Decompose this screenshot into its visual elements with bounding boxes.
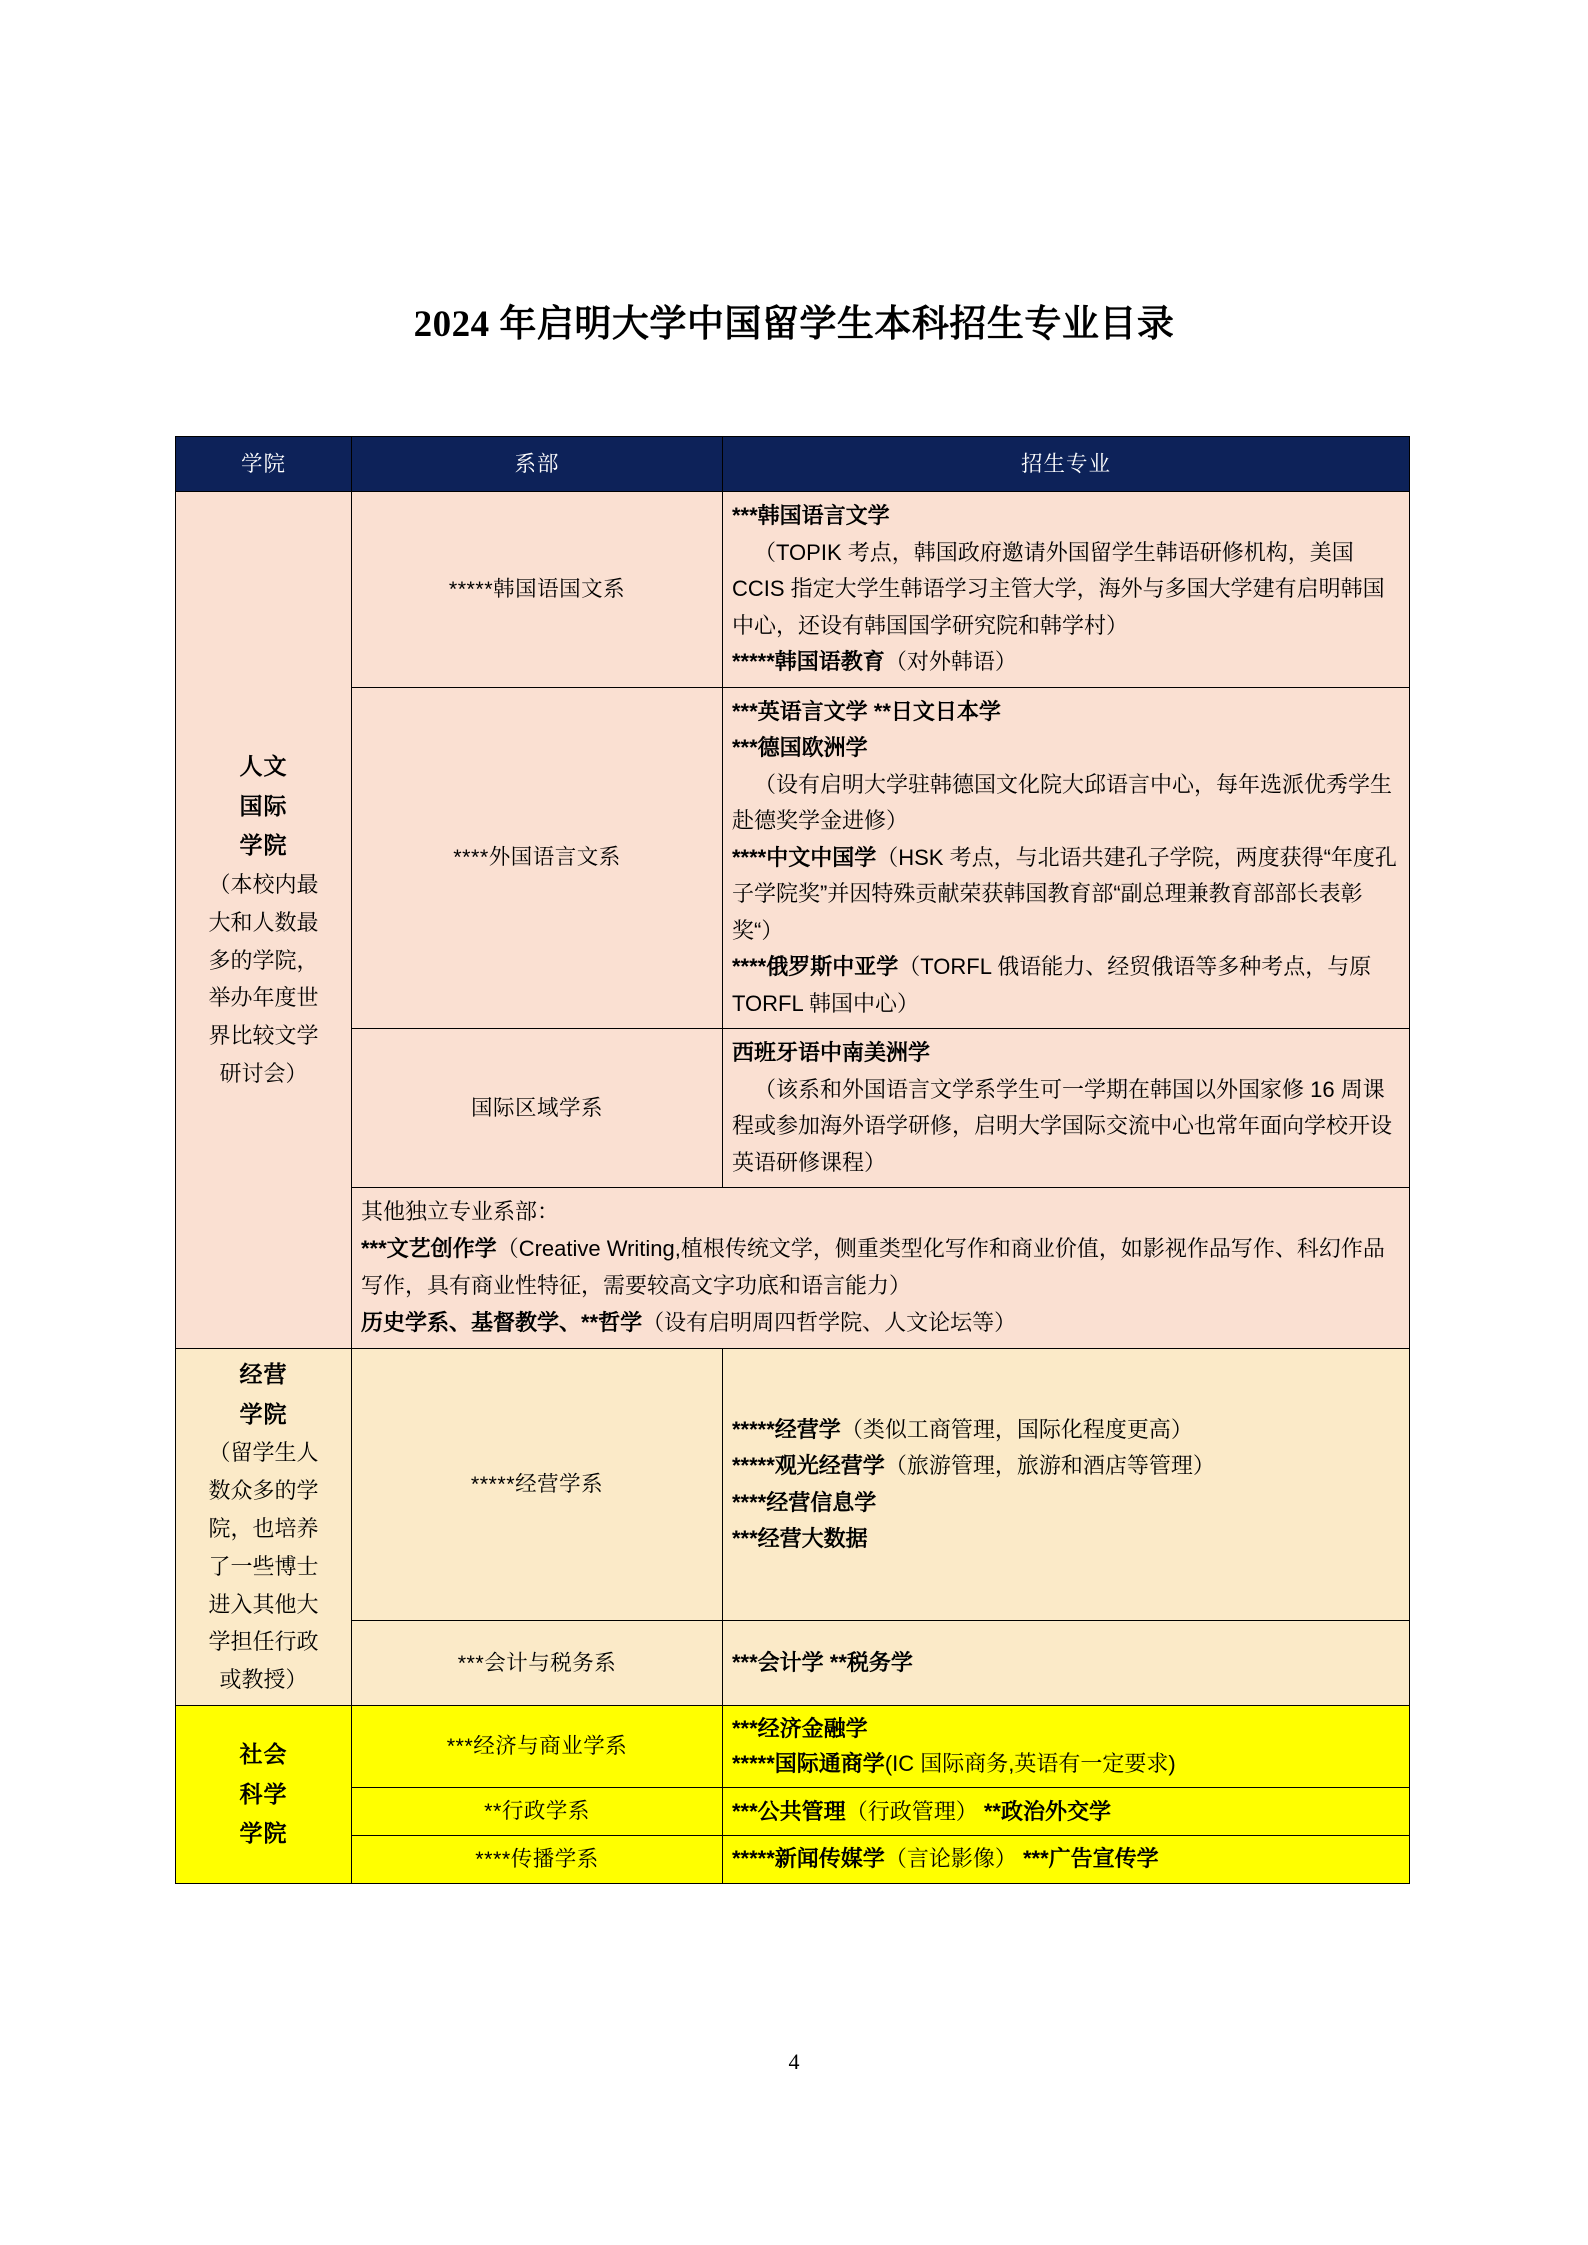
department-cell: 国际区域学系	[352, 1029, 723, 1188]
major-name: ***广告宣传学	[1016, 1846, 1159, 1872]
major-name: ***文艺创作学	[361, 1236, 497, 1262]
major-name: **政治外交学	[977, 1798, 1111, 1824]
major-line	[361, 1231, 1400, 1305]
major-line	[732, 1412, 1400, 1449]
additional-departments-cell	[352, 1188, 1410, 1349]
college-note-line: 进入其他大	[208, 1591, 319, 1617]
major-cell	[723, 1705, 1410, 1788]
major-line	[732, 1712, 1400, 1747]
major-note: （类似工商管理，国际化程度更高）	[840, 1416, 1193, 1442]
major-line	[732, 694, 1400, 731]
major-note: （TOPIK 考点，韩国政府邀请外国留学生韩语研修机构，美国 CCIS 指定大学生韩语学习主管大学，海外与多国大学建有启明韩国中心，还设有韩国国学研究院和韩学村）	[732, 539, 1385, 638]
college-name-line: 学院	[239, 1820, 288, 1847]
college-note-line: 研讨会）	[219, 1061, 308, 1087]
college-note-line: 了一些博士	[208, 1553, 319, 1579]
major-name: *****观光经营学	[732, 1453, 885, 1479]
major-line	[732, 730, 1400, 767]
major-line	[361, 1194, 1400, 1231]
college-note-line: 举办年度世	[208, 985, 319, 1011]
table-row	[176, 1705, 1410, 1788]
college-name-line: 社会	[239, 1741, 288, 1768]
college-note-line: 多的学院，	[208, 947, 319, 973]
table-row	[176, 1349, 1410, 1621]
major-line	[732, 840, 1400, 950]
major-name: *****新闻传媒学	[732, 1846, 885, 1872]
department-cell: *****经营学系	[352, 1349, 723, 1621]
major-name: ***会计学 **税务学	[732, 1649, 913, 1675]
major-line	[732, 1448, 1400, 1485]
college-name-line: 国际	[239, 792, 288, 819]
college-note-line: 或教授）	[219, 1667, 308, 1693]
college-note-line: 界比较文学	[208, 1023, 319, 1049]
major-cell	[723, 492, 1410, 688]
major-name: ***英语言文学 **日文日本学	[732, 698, 1001, 724]
table-row	[176, 1836, 1410, 1884]
major-line	[361, 1305, 1400, 1342]
major-line	[732, 535, 1400, 645]
major-line	[732, 949, 1400, 1022]
college-note-line: 大和人数最	[208, 909, 319, 935]
college-name-line: 人文	[239, 753, 288, 780]
major-line	[732, 644, 1400, 681]
major-name: *****经营学	[732, 1416, 841, 1442]
major-line	[732, 1521, 1400, 1558]
table-body	[176, 492, 1410, 1884]
major-name: *****韩国语教育	[732, 649, 885, 675]
table-row	[176, 687, 1410, 1029]
department-cell: *****韩国语国文系	[352, 492, 723, 688]
college-name-line: 学院	[239, 1400, 288, 1427]
major-name: ***经营大数据	[732, 1526, 868, 1552]
department-cell: ****外国语言文系	[352, 687, 723, 1029]
college-cell	[176, 1349, 352, 1706]
major-note: （设有启明周四哲学院、人文论坛等）	[642, 1310, 1017, 1336]
table-row	[176, 1029, 1410, 1188]
major-cell	[723, 1029, 1410, 1188]
major-cell	[723, 1788, 1410, 1836]
major-line	[732, 1795, 1400, 1830]
major-cell	[723, 1836, 1410, 1884]
department-cell: ***会计与税务系	[352, 1621, 723, 1706]
college-note-line: 数众多的学	[208, 1478, 319, 1504]
college-cell	[176, 492, 352, 1349]
major-line	[732, 1485, 1400, 1522]
admissions-catalog-table	[175, 436, 1409, 1884]
college-note-line: 学担任行政	[208, 1629, 319, 1655]
major-line	[732, 1645, 1400, 1682]
major-note: （Creative Writing,植根传统文学，侧重类型化写作和商业价值，如影视作品写作、科幻作品写作，具有商业性特征，需要较高文字功底和语言能力）	[361, 1236, 1385, 1299]
major-cell	[723, 687, 1410, 1029]
page-title: 2024 年启明大学中国留学生本科招生专业目录	[413, 304, 1175, 345]
major-line	[732, 498, 1400, 535]
column-header-college: 学院	[176, 437, 352, 492]
major-cell	[723, 1621, 1410, 1706]
college-note-line: （留学生人	[208, 1440, 319, 1466]
major-note: （该系和外国语言文学系学生可一学期在韩国以外国家修 16 周课程或参加海外语学研修，启明大学国际交流中心也常年面向学校开设英语研修课程）	[732, 1076, 1393, 1175]
major-line	[732, 1842, 1400, 1877]
major-name: *****国际通商学	[732, 1750, 885, 1776]
college-note-line: （本校内最	[208, 871, 319, 897]
major-name: ***韩国语言文学	[732, 503, 890, 528]
major-name: 西班牙语中南美洲学	[732, 1040, 931, 1066]
major-name: ****中文中国学	[732, 844, 877, 870]
table-header-row	[176, 437, 1410, 492]
major-name: ***经济金融学	[732, 1715, 868, 1741]
major-cell	[723, 1349, 1410, 1621]
major-note: （设有启明大学驻韩德国文化院大邱语言中心，每年选派优秀学生赴德奖学金进修）	[732, 771, 1393, 834]
major-note: 其他独立专业系部：	[361, 1199, 560, 1225]
major-name: ***德国欧洲学	[732, 735, 868, 761]
major-name: 历史学系、基督教学、**哲学	[361, 1310, 643, 1336]
table-row	[176, 492, 1410, 688]
major-name: ***公共管理	[732, 1798, 846, 1824]
major-note: （言论影像）	[884, 1846, 1017, 1872]
department-cell: **行政学系	[352, 1788, 723, 1836]
major-note: （旅游管理，旅游和酒店等管理）	[884, 1453, 1215, 1479]
table-row	[176, 1188, 1410, 1349]
major-note: （对外韩语）	[884, 649, 1017, 675]
major-note: （HSK 考点，与北语共建孔子学院，两度获得“年度孔子学院奖”并因特殊贡献荣获韩国教育部“副总理兼教育部部长表彰奖“）	[732, 844, 1397, 943]
major-line	[732, 1747, 1400, 1782]
column-header-major: 招生专业	[723, 437, 1410, 492]
table-row	[176, 1621, 1410, 1706]
major-note: （行政管理）	[845, 1798, 978, 1824]
department-cell: ****传播学系	[352, 1836, 723, 1884]
college-name-line: 学院	[239, 832, 288, 859]
major-line	[732, 767, 1400, 840]
page-number: 4	[788, 2049, 800, 2074]
major-line	[732, 1072, 1400, 1182]
major-note: （TORFL 俄语能力、经贸俄语等多种考点，与原 TORFL 韩国中心）	[732, 954, 1372, 1016]
major-note: (IC 国际商务,英语有一定要求)	[884, 1750, 1176, 1776]
department-cell: ***经济与商业学系	[352, 1705, 723, 1788]
college-cell	[176, 1705, 352, 1883]
college-name-line: 经营	[239, 1361, 288, 1388]
table-row	[176, 1788, 1410, 1836]
major-name: ****经营信息学	[732, 1489, 877, 1515]
college-name-line: 科学	[239, 1780, 288, 1807]
major-name: ****俄罗斯中亚学	[732, 954, 899, 980]
major-line	[732, 1035, 1400, 1072]
college-note-line: 院，也培养	[208, 1515, 319, 1541]
column-header-department: 系部	[352, 437, 723, 492]
